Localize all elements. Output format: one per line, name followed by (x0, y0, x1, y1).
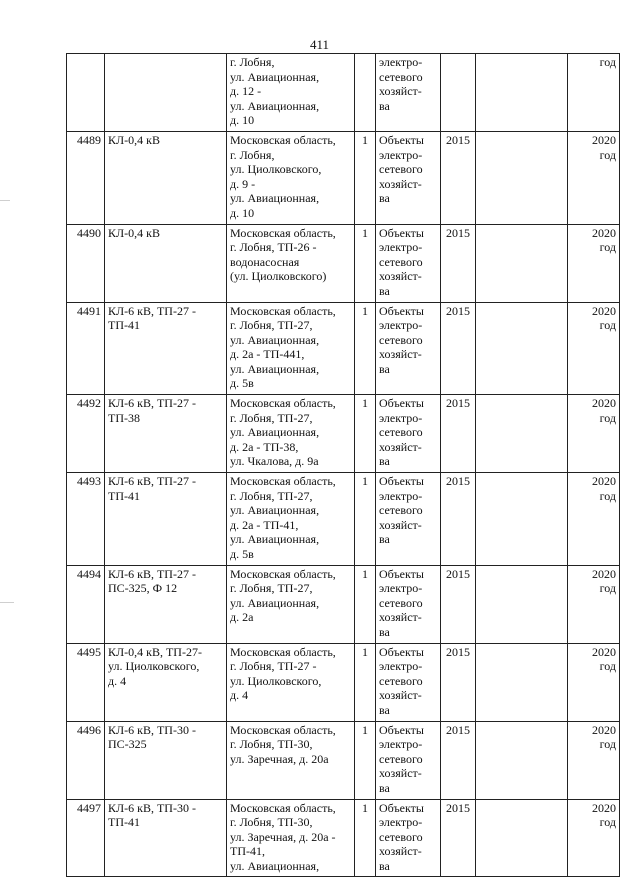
term-line: год (599, 147, 616, 162)
row-number-cell: 4497 (67, 799, 105, 877)
address-line: ул. Авиационная, (230, 332, 320, 347)
category-line: электро- (379, 318, 423, 333)
category-line: ва (379, 191, 390, 206)
address-line: ул. Авиационная, (230, 425, 320, 440)
address-cell (227, 302, 355, 395)
address-line: г. Лобня, ТП-27, (230, 581, 313, 596)
term-cell (568, 643, 620, 721)
quantity-cell: 1 (355, 131, 376, 224)
address-line: водонасосная (230, 254, 300, 269)
term-line: год (599, 815, 616, 830)
object-name-cell (105, 131, 227, 224)
category-line: Объекты (379, 396, 424, 411)
object-name-cell (105, 473, 227, 566)
row-number-cell (67, 54, 105, 132)
table-row (67, 131, 620, 224)
category-cell (376, 643, 441, 721)
row-number-cell: 4493 (67, 473, 105, 566)
scan-mark (0, 200, 10, 201)
object-name-cell (105, 721, 227, 799)
object-name-line: ТП-41 (108, 318, 140, 333)
address-line: г. Лобня, ТП-27 - (230, 659, 317, 674)
address-cell (227, 54, 355, 132)
category-line: ва (379, 361, 390, 376)
category-line: Объекты (379, 303, 424, 318)
category-line: электро- (379, 488, 423, 503)
category-cell (376, 721, 441, 799)
object-name-line: КЛ-6 кВ, ТП-27 - (108, 396, 196, 411)
category-line: хозяйст- (379, 269, 422, 284)
category-line: сетевого (379, 425, 423, 440)
object-name-line: КЛ-6 кВ, ТП-27 - (108, 566, 196, 581)
category-line: ва (379, 702, 390, 717)
table-row (67, 54, 620, 132)
address-line: д. 12 - (230, 84, 262, 99)
category-line: сетевого (379, 332, 423, 347)
notes-cell (476, 565, 568, 643)
address-line: ул. Авиационная, (230, 361, 320, 376)
address-line: ул. Чкалова, д. 9а (230, 454, 319, 469)
category-line: Объекты (379, 474, 424, 489)
address-line: г. Лобня, ТП-30, (230, 737, 313, 752)
term-cell (568, 54, 620, 132)
category-cell (376, 395, 441, 473)
address-line: г. Лобня, (230, 55, 275, 69)
address-cell (227, 721, 355, 799)
category-line: сетевого (379, 69, 423, 84)
address-line: ТП-41, (230, 844, 265, 859)
quantity-cell: 1 (355, 721, 376, 799)
object-name-line: д. 4 (108, 673, 127, 688)
object-name-line: ул. Циолковского, (108, 659, 200, 674)
term-line: год (599, 55, 616, 69)
category-line: электро- (379, 147, 423, 162)
category-line: электро- (379, 581, 423, 596)
object-name-line: ПС-325 (108, 737, 147, 752)
address-line: ул. Авиационная, (230, 191, 320, 206)
term-line: 2020 (592, 474, 616, 489)
category-line: хозяйст- (379, 439, 422, 454)
notes-cell (476, 643, 568, 721)
term-cell (568, 565, 620, 643)
table-row (67, 643, 620, 721)
address-cell (227, 473, 355, 566)
address-line: д. 2а - ТП-441, (230, 347, 305, 362)
address-line: д. 4 (230, 688, 249, 703)
term-line: год (599, 581, 616, 596)
address-line: Московская область, (230, 396, 336, 411)
category-cell (376, 54, 441, 132)
row-number-cell: 4490 (67, 224, 105, 302)
category-line: ва (379, 858, 390, 873)
category-line: электро- (379, 55, 423, 69)
address-line: Московская область, (230, 132, 336, 147)
object-name-line: ТП-41 (108, 488, 140, 503)
address-line: ул. Циолковского, (230, 162, 322, 177)
address-line: г. Лобня, ТП-27, (230, 410, 313, 425)
row-number-cell: 4489 (67, 131, 105, 224)
object-name-cell (105, 224, 227, 302)
term-line: год (599, 318, 616, 333)
category-line: хозяйст- (379, 844, 422, 859)
term-line: 2020 (592, 132, 616, 147)
object-name-cell (105, 643, 227, 721)
category-line: хозяйст- (379, 610, 422, 625)
notes-cell (476, 721, 568, 799)
category-line: хозяйст- (379, 766, 422, 781)
category-cell (376, 565, 441, 643)
category-line: Объекты (379, 800, 424, 815)
category-cell (376, 799, 441, 877)
address-line: (ул. Циолковского) (230, 269, 327, 284)
category-cell (376, 473, 441, 566)
term-line: 2020 (592, 396, 616, 411)
object-name-line: КЛ-6 кВ, ТП-30 - (108, 800, 196, 815)
table-row (67, 302, 620, 395)
scan-mark (0, 602, 14, 603)
object-name-line: КЛ-0,4 кВ (108, 225, 160, 240)
row-number-cell: 4491 (67, 302, 105, 395)
object-name-cell (105, 54, 227, 132)
category-line: сетевого (379, 751, 423, 766)
object-name-line: КЛ-6 кВ, ТП-30 - (108, 722, 196, 737)
row-number-cell: 4492 (67, 395, 105, 473)
address-line: ул. Авиационная, (230, 858, 320, 873)
address-line: д. 2а (230, 610, 254, 625)
category-cell (376, 302, 441, 395)
category-line: электро- (379, 815, 423, 830)
object-name-cell (105, 395, 227, 473)
category-line: сетевого (379, 503, 423, 518)
term-cell (568, 721, 620, 799)
address-line: Московская область, (230, 800, 336, 815)
address-line: д. 9 - (230, 176, 256, 191)
object-name-line: КЛ-6 кВ, ТП-27 - (108, 474, 196, 489)
year-cell: 2015 (441, 302, 476, 395)
object-name-line: КЛ-0,4 кВ, ТП-27- (108, 644, 202, 659)
notes-cell (476, 799, 568, 877)
quantity-cell: 1 (355, 473, 376, 566)
object-name-cell (105, 799, 227, 877)
row-number-cell: 4495 (67, 643, 105, 721)
notes-cell (476, 54, 568, 132)
term-cell (568, 473, 620, 566)
category-line: сетевого (379, 162, 423, 177)
quantity-cell: 1 (355, 395, 376, 473)
object-name-cell (105, 565, 227, 643)
object-name-line: ПС-325, Ф 12 (108, 581, 178, 596)
address-line: ул. Авиационная, (230, 532, 320, 547)
page-number: 411 (309, 37, 330, 52)
address-line: г. Лобня, ТП-26 - (230, 240, 317, 255)
address-line: ул. Авиационная, (230, 595, 320, 610)
address-cell (227, 395, 355, 473)
quantity-cell: 1 (355, 302, 376, 395)
term-line: 2020 (592, 722, 616, 737)
category-line: Объекты (379, 644, 424, 659)
category-line: Объекты (379, 566, 424, 581)
address-line: Московская область, (230, 722, 336, 737)
category-line: Объекты (379, 225, 424, 240)
notes-cell (476, 473, 568, 566)
address-line: г. Лобня, ТП-27, (230, 488, 313, 503)
table-row (67, 565, 620, 643)
term-cell (568, 302, 620, 395)
object-name-line: КЛ-0,4 кВ (108, 132, 160, 147)
year-cell: 2015 (441, 224, 476, 302)
address-line: Московская область, (230, 644, 336, 659)
address-line: ул. Заречная, д. 20а (230, 751, 329, 766)
category-cell (376, 224, 441, 302)
table-row (67, 395, 620, 473)
table-row (67, 224, 620, 302)
category-line: хозяйст- (379, 347, 422, 362)
address-line: ул. Авиационная, (230, 503, 320, 518)
term-line: 2020 (592, 800, 616, 815)
row-number-cell: 4494 (67, 565, 105, 643)
category-line: электро- (379, 659, 423, 674)
address-cell (227, 799, 355, 877)
notes-cell (476, 395, 568, 473)
row-number-cell: 4496 (67, 721, 105, 799)
address-cell (227, 131, 355, 224)
quantity-cell (355, 54, 376, 132)
category-cell (376, 131, 441, 224)
table-row (67, 799, 620, 877)
category-line: сетевого (379, 254, 423, 269)
notes-cell (476, 224, 568, 302)
address-cell (227, 224, 355, 302)
address-line: д. 5в (230, 547, 254, 561)
quantity-cell: 1 (355, 643, 376, 721)
address-line: Московская область, (230, 225, 336, 240)
term-line: 2020 (592, 644, 616, 659)
category-line: хозяйст- (379, 688, 422, 703)
term-line: 2020 (592, 303, 616, 318)
term-cell (568, 799, 620, 877)
table-row (67, 721, 620, 799)
term-line: год (599, 488, 616, 503)
address-line: ул. Авиационная, (230, 98, 320, 113)
category-line: электро- (379, 240, 423, 255)
year-cell: 2015 (441, 131, 476, 224)
quantity-cell: 1 (355, 224, 376, 302)
address-line: д. 10 (230, 205, 255, 220)
year-cell: 2015 (441, 473, 476, 566)
address-line: ул. Циолковского, (230, 673, 322, 688)
term-cell (568, 131, 620, 224)
category-line: хозяйст- (379, 517, 422, 532)
address-line: Московская область, (230, 566, 336, 581)
category-line: Объекты (379, 722, 424, 737)
category-line: Объекты (379, 132, 424, 147)
quantity-cell: 1 (355, 565, 376, 643)
term-line: год (599, 737, 616, 752)
notes-cell (476, 131, 568, 224)
table-row (67, 473, 620, 566)
address-line: д. 2а - ТП-38, (230, 439, 299, 454)
term-line: год (599, 659, 616, 674)
year-cell: 2015 (441, 395, 476, 473)
category-line: электро- (379, 410, 423, 425)
year-cell: 2015 (441, 643, 476, 721)
object-name-line: ТП-41 (108, 815, 140, 830)
term-cell (568, 224, 620, 302)
address-line: ул. Авиационная, (230, 69, 320, 84)
object-name-line: ТП-38 (108, 410, 140, 425)
address-cell (227, 565, 355, 643)
address-cell (227, 643, 355, 721)
year-cell: 2015 (441, 565, 476, 643)
year-cell (441, 54, 476, 132)
year-cell: 2015 (441, 799, 476, 877)
address-line: г. Лобня, ТП-30, (230, 815, 313, 830)
category-line: хозяйст- (379, 84, 422, 99)
category-line: ва (379, 532, 390, 547)
term-line: год (599, 240, 616, 255)
category-line: сетевого (379, 829, 423, 844)
object-name-line: КЛ-6 кВ, ТП-27 - (108, 303, 196, 318)
category-line: ва (379, 624, 390, 639)
category-line: электро- (379, 737, 423, 752)
quantity-cell: 1 (355, 799, 376, 877)
category-line: сетевого (379, 673, 423, 688)
year-cell: 2015 (441, 721, 476, 799)
category-line: ва (379, 780, 390, 795)
term-line: 2020 (592, 225, 616, 240)
address-line: Московская область, (230, 474, 336, 489)
term-line: 2020 (592, 566, 616, 581)
category-line: ва (379, 98, 390, 113)
category-line: хозяйст- (379, 176, 422, 191)
address-line: д. 5в (230, 376, 254, 391)
address-line: г. Лобня, (230, 147, 275, 162)
address-line: д. 10 (230, 113, 255, 128)
category-line: ва (379, 454, 390, 469)
address-line: ул. Заречная, д. 20а - (230, 829, 336, 844)
term-line: год (599, 410, 616, 425)
category-line: сетевого (379, 595, 423, 610)
address-line: д. 2а - ТП-41, (230, 517, 299, 532)
category-line: ва (379, 283, 390, 298)
object-name-cell (105, 302, 227, 395)
registry-body (67, 54, 620, 877)
address-line: г. Лобня, ТП-27, (230, 318, 313, 333)
notes-cell (476, 302, 568, 395)
registry-table (66, 53, 620, 877)
address-line: Московская область, (230, 303, 336, 318)
term-cell (568, 395, 620, 473)
